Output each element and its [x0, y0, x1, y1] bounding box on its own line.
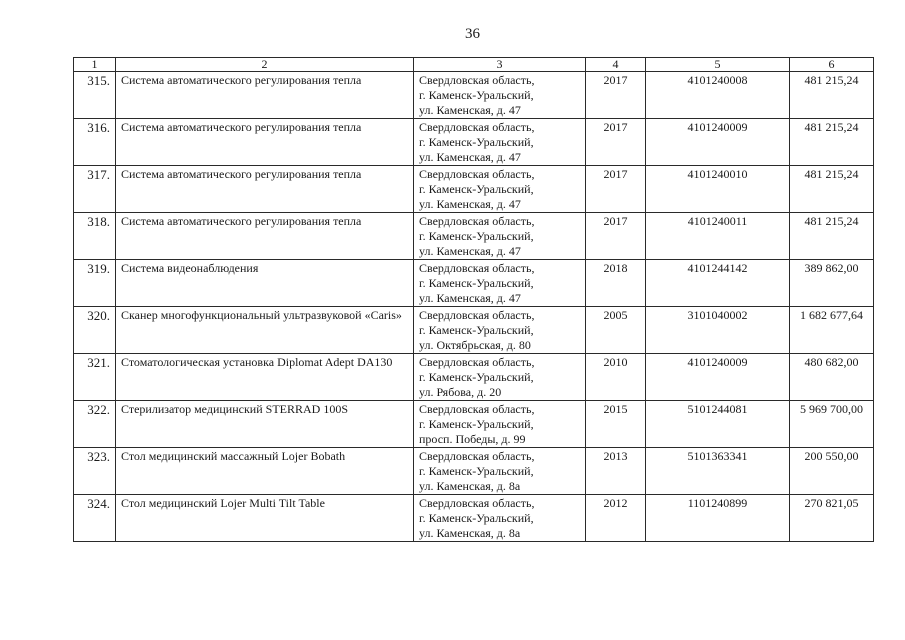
row-number: 317. — [74, 166, 116, 213]
item-address: Свердловская область, г. Каменск-Уральский, ул. Рябова, д. 20 — [414, 354, 586, 401]
item-address: Свердловская область, г. Каменск-Уральский, ул. Октябрьская, д. 80 — [414, 307, 586, 354]
row-number: 324. — [74, 495, 116, 542]
column-header: 4 — [586, 58, 646, 72]
item-address: Свердловская область, г. Каменск-Уральский, ул. Каменская, д. 47 — [414, 166, 586, 213]
item-year: 2017 — [586, 213, 646, 260]
item-name: Стол медицинский Lojer Multi Tilt Table — [116, 495, 414, 542]
item-name: Стерилизатор медицинский STERRAD 100S — [116, 401, 414, 448]
row-number: 321. — [74, 354, 116, 401]
table-row — [74, 307, 874, 354]
item-address: Свердловская область, г. Каменск-Уральский, ул. Каменская, д. 47 — [414, 213, 586, 260]
row-number: 320. — [74, 307, 116, 354]
item-address: Свердловская область, г. Каменск-Уральский, ул. Каменская, д. 8а — [414, 495, 586, 542]
item-cost: 200 550,00 — [790, 448, 874, 495]
item-year: 2013 — [586, 448, 646, 495]
item-address: Свердловская область, г. Каменск-Уральский, ул. Каменская, д. 47 — [414, 119, 586, 166]
row-number: 323. — [74, 448, 116, 495]
item-name: Система автоматического регулирования тепла — [116, 166, 414, 213]
item-cost: 480 682,00 — [790, 354, 874, 401]
item-cost: 5 969 700,00 — [790, 401, 874, 448]
row-number: 319. — [74, 260, 116, 307]
item-address: Свердловская область, г. Каменск-Уральский, ул. Каменская, д. 8а — [414, 448, 586, 495]
item-inventory-number: 4101240009 — [646, 354, 790, 401]
table-row — [74, 401, 874, 448]
item-year: 2017 — [586, 166, 646, 213]
column-header: 1 — [74, 58, 116, 72]
row-number: 315. — [74, 72, 116, 119]
item-inventory-number: 4101240011 — [646, 213, 790, 260]
table-row — [74, 354, 874, 401]
table-header-row — [74, 58, 874, 72]
column-header: 6 — [790, 58, 874, 72]
item-inventory-number: 4101240010 — [646, 166, 790, 213]
item-cost: 270 821,05 — [790, 495, 874, 542]
row-number: 322. — [74, 401, 116, 448]
item-year: 2015 — [586, 401, 646, 448]
item-name: Система автоматического регулирования тепла — [116, 213, 414, 260]
column-header: 2 — [116, 58, 414, 72]
column-header: 5 — [646, 58, 790, 72]
table-row — [74, 213, 874, 260]
item-name: Стоматологическая установка Diplomat Adept DA130 — [116, 354, 414, 401]
table-row — [74, 72, 874, 119]
item-name: Система автоматического регулирования тепла — [116, 119, 414, 166]
item-year: 2017 — [586, 119, 646, 166]
item-address: Свердловская область, г. Каменск-Уральский, ул. Каменская, д. 47 — [414, 260, 586, 307]
item-year: 2010 — [586, 354, 646, 401]
item-name: Стол медицинский массажный Lojer Bobath — [116, 448, 414, 495]
item-year: 2017 — [586, 72, 646, 119]
item-inventory-number: 3101040002 — [646, 307, 790, 354]
table-row — [74, 119, 874, 166]
item-inventory-number: 4101240009 — [646, 119, 790, 166]
item-cost: 389 862,00 — [790, 260, 874, 307]
table-row — [74, 260, 874, 307]
item-year: 2012 — [586, 495, 646, 542]
item-name: Система видеонаблюдения — [116, 260, 414, 307]
item-inventory-number: 1101240899 — [646, 495, 790, 542]
item-cost: 481 215,24 — [790, 119, 874, 166]
column-header: 3 — [414, 58, 586, 72]
page-number: 36 — [465, 26, 480, 42]
item-cost: 481 215,24 — [790, 166, 874, 213]
item-address: Свердловская область, г. Каменск-Уральский, ул. Каменская, д. 47 — [414, 72, 586, 119]
item-name: Система автоматического регулирования тепла — [116, 72, 414, 119]
item-cost: 1 682 677,64 — [790, 307, 874, 354]
item-name: Сканер многофункциональный ультразвуковой «Caris» — [116, 307, 414, 354]
item-cost: 481 215,24 — [790, 72, 874, 119]
item-inventory-number: 4101240008 — [646, 72, 790, 119]
item-cost: 481 215,24 — [790, 213, 874, 260]
row-number: 318. — [74, 213, 116, 260]
table-row — [74, 166, 874, 213]
item-year: 2005 — [586, 307, 646, 354]
item-inventory-number: 5101244081 — [646, 401, 790, 448]
item-year: 2018 — [586, 260, 646, 307]
table-row — [74, 495, 874, 542]
item-address: Свердловская область, г. Каменск-Уральский, просп. Победы, д. 99 — [414, 401, 586, 448]
row-number: 316. — [74, 119, 116, 166]
item-inventory-number: 4101244142 — [646, 260, 790, 307]
table-row — [74, 448, 874, 495]
item-inventory-number: 5101363341 — [646, 448, 790, 495]
property-registry-table — [73, 57, 874, 542]
